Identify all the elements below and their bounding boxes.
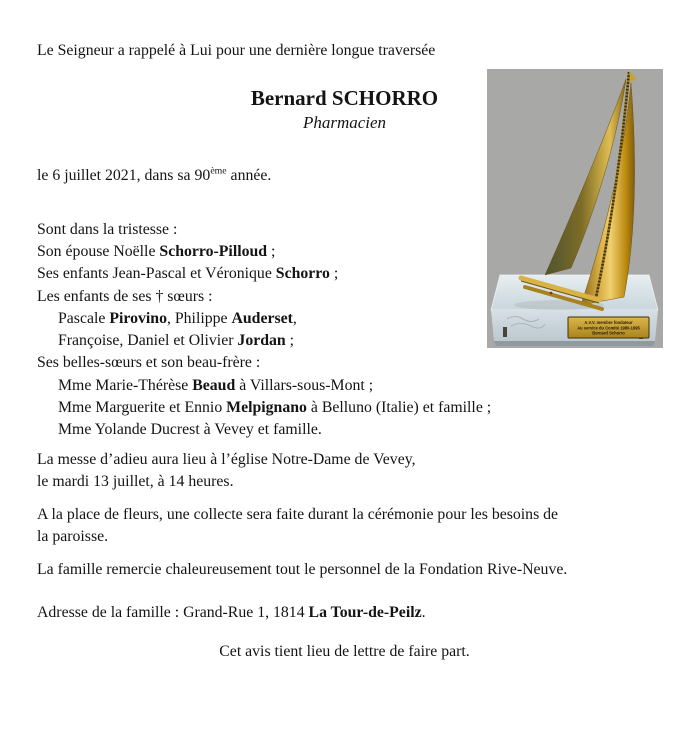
funeral-paragraph: [37, 449, 416, 494]
date-line: [37, 165, 271, 187]
text-segment: ;: [329, 265, 339, 283]
text-line: [37, 397, 491, 419]
trophy-plaque: [568, 317, 649, 338]
text-line: [37, 286, 491, 308]
text-segment: Son épouse Noëlle: [37, 243, 160, 260]
text-segment: Les enfants de ses † sœurs :: [37, 287, 213, 305]
text-segment: ;: [267, 243, 276, 260]
text-segment: Auderset: [231, 309, 293, 327]
thanks-line: La famille remercie chaleureusement tout le personnel de la Fondation Rive-Neuve.: [37, 561, 568, 578]
text-segment: année.: [226, 167, 272, 184]
plaque-line-2: Au service du Comité 1980-1995: [577, 325, 640, 331]
text-segment: Beaud: [192, 376, 236, 394]
text-segment: Françoise, Daniel et Olivier: [58, 332, 238, 350]
text-segment: Ses belles-sœurs et son beau-frère :: [37, 354, 261, 372]
intro-line: Le Seigneur a rappelé à Lui pour une dernière longue traversée: [37, 42, 436, 59]
text-segment: Pascale: [58, 309, 110, 327]
text-segment: à Belluno (Italie) et famille ;: [306, 399, 492, 417]
text-line: la paroisse.: [37, 528, 109, 546]
text-line: [37, 263, 491, 285]
plaque-line-1: A.V.V. membre fondateur: [584, 320, 633, 325]
text-segment: Pirovino: [109, 309, 167, 327]
text-line: A la place de fleurs, une collecte sera faite durant la cérémonie pour les besoins de: [37, 506, 559, 523]
text-segment: Schorro: [275, 265, 330, 283]
trophy-photo: [487, 69, 663, 348]
text-segment: le 6 juillet 2021, dans sa 90: [37, 167, 211, 184]
text-segment: Adresse de la famille : Grand-Rue 1, 1814: [37, 604, 309, 621]
text-segment: ,: [292, 309, 297, 327]
mourning-header: Sont dans la tristesse :: [37, 221, 178, 238]
text-segment: Melpignano: [226, 399, 307, 417]
text-segment: Mme Marguerite et Ennio: [58, 399, 227, 417]
text-segment: Ses enfants Jean-Pascal et Véronique: [37, 265, 276, 283]
text-segment: ème: [210, 165, 227, 177]
text-line: le mardi 13 juillet, à 14 heures.: [37, 473, 234, 491]
collection-paragraph: [37, 504, 558, 549]
text-segment: , Philippe: [166, 309, 232, 327]
text-segment: Schorro-Pilloud: [159, 243, 268, 260]
text-line: [37, 352, 491, 374]
text-line: [37, 375, 491, 397]
text-segment: .: [421, 604, 426, 621]
text-line: La messe d’adieu aura lieu à l’église Notre-Dame de Vevey,: [37, 451, 416, 468]
text-segment: à Villars-sous-Mont ;: [235, 376, 374, 394]
closing-line: Cet avis tient lieu de lettre de faire part.: [219, 643, 470, 660]
base-bottom-edge: [494, 341, 655, 346]
text-line: [37, 330, 491, 352]
base-screw-left: [503, 327, 507, 337]
address-line: [37, 602, 426, 624]
deceased-name: Bernard SCHORRO: [250, 86, 439, 110]
text-line: [37, 241, 491, 263]
profession: Pharmacien: [302, 113, 387, 132]
text-line: [37, 308, 491, 330]
text-segment: Jordan: [237, 332, 286, 350]
text-segment: ;: [285, 332, 295, 350]
text-line: [37, 419, 491, 441]
hull-red-dot: [550, 292, 553, 295]
text-segment: Mme Marie-Thérèse: [58, 376, 193, 394]
text-segment: Mme Yolande Ducrest à Vevey et famille.: [58, 421, 322, 439]
plaque-line-3: Bernard Schorro: [592, 330, 625, 336]
text-segment: La Tour-de-Peilz: [308, 604, 422, 621]
mourning-list: [37, 241, 491, 442]
